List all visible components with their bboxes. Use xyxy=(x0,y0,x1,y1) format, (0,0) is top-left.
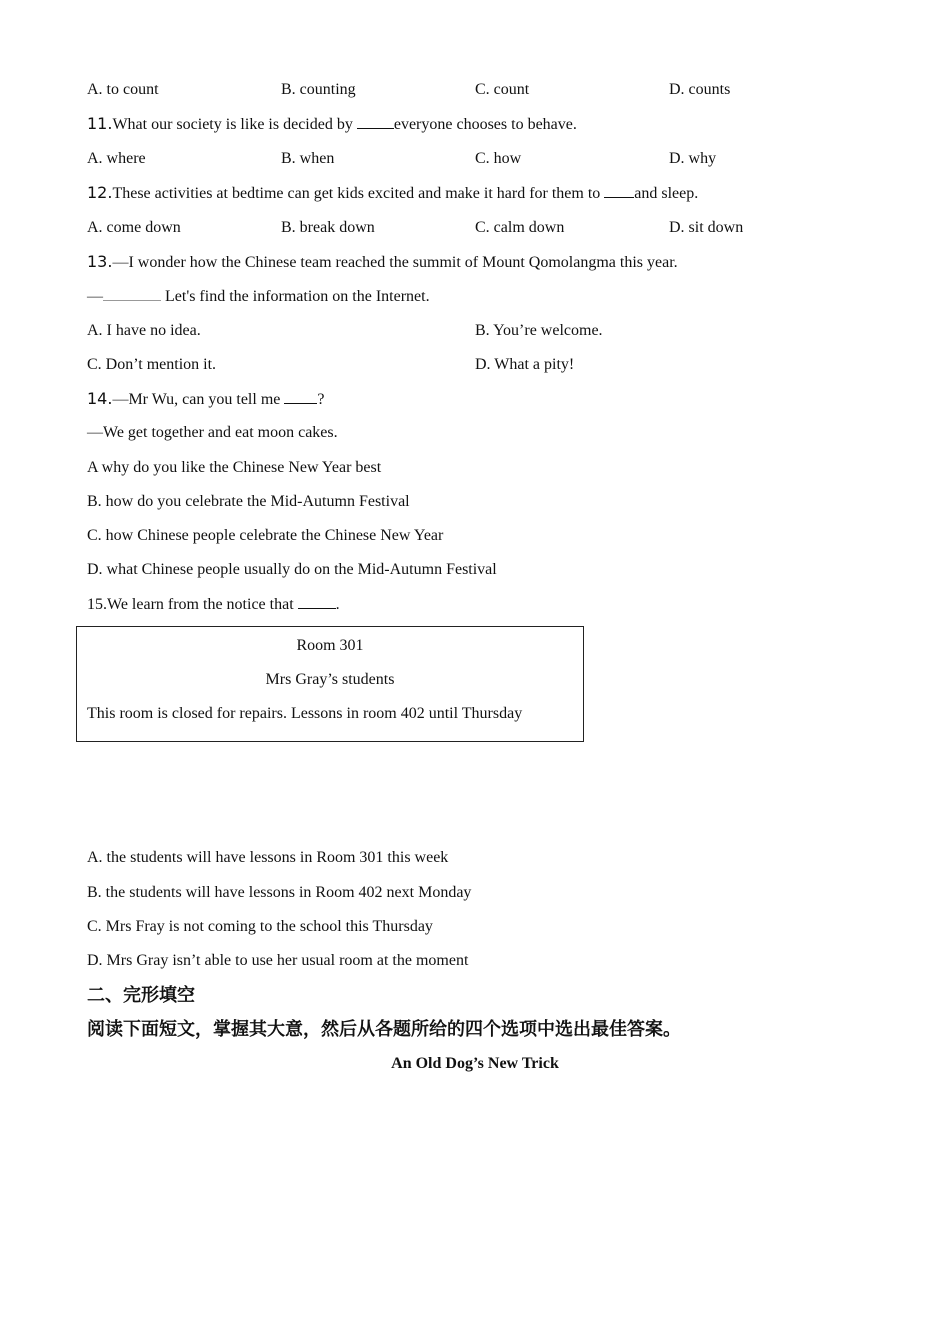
q12-number: 12. xyxy=(87,183,113,202)
q14-response xyxy=(87,422,338,444)
q15-option-a: A. the students will have lessons in Room 301 this week xyxy=(87,849,449,866)
q14-dash-1: — xyxy=(112,391,129,408)
q13-option-b: B. You’re welcome. xyxy=(475,322,603,339)
q15-option-b: B. the students will have lessons in Room 402 next Monday xyxy=(87,884,472,901)
q14-number: 14. xyxy=(87,389,113,408)
q14-option-a: A why do you like the Chinese New Year best xyxy=(87,459,382,476)
q13-option-d: D. What a pity! xyxy=(475,356,575,373)
section-instruction: 阅读下面短文，掌握其大意，然后从各题所给的四个选项中选出最佳答案。 xyxy=(87,1019,681,1040)
q13-response xyxy=(87,285,430,307)
q13-dash-2: — xyxy=(87,288,103,305)
q14-line1-after: ? xyxy=(317,391,325,408)
q15-text-after: . xyxy=(335,596,340,613)
q13-stem xyxy=(87,251,678,273)
q11-blank xyxy=(357,113,394,129)
q15-option-d: D. Mrs Gray isn’t able to use her usual room at the moment xyxy=(87,952,469,969)
q10-option-d: D. counts xyxy=(669,81,731,98)
q11-stem xyxy=(87,113,577,135)
q12-stem xyxy=(87,182,698,204)
q13-number: 13. xyxy=(87,252,113,271)
q14-blank xyxy=(284,388,317,404)
q15-text-before: 15.We learn from the notice that xyxy=(87,596,298,613)
q12-option-b: B. break down xyxy=(281,219,375,236)
q10-option-b: B. counting xyxy=(281,81,356,98)
q13-blank xyxy=(103,285,161,301)
q11-option-c: C. how xyxy=(475,150,522,167)
notice-room: Room 301 xyxy=(296,637,364,654)
q11-text-before: What our society is like is decided by xyxy=(112,116,357,133)
q11-number: 11. xyxy=(87,114,113,133)
q14-option-c: C. how Chinese people celebrate the Chinese New Year xyxy=(87,527,444,544)
notice-students: Mrs Gray’s students xyxy=(265,671,395,688)
q11-text-after: everyone chooses to behave. xyxy=(393,116,577,133)
notice-box xyxy=(76,626,584,742)
q12-option-c: C. calm down xyxy=(475,219,565,236)
q13-line2: Let's find the information on the Internet. xyxy=(161,288,430,305)
section-heading: 二、完形填空 xyxy=(87,985,195,1006)
q15-option-c: C. Mrs Fray is not coming to the school this Thursday xyxy=(87,918,433,935)
q13-option-c: C. Don’t mention it. xyxy=(87,356,217,373)
q11-option-b: B. when xyxy=(281,150,335,167)
q11-option-d: D. why xyxy=(669,150,717,167)
q12-text-before: These activities at bedtime can get kids excited and make it hard for them to xyxy=(112,185,605,202)
q10-option-c: C. count xyxy=(475,81,530,98)
q13-line1: I wonder how the Chinese team reached the summit of Mount Qomolangma this year. xyxy=(128,254,678,271)
q14-line1-before: Mr Wu, can you tell me xyxy=(128,391,285,408)
q12-option-a: A. come down xyxy=(87,219,181,236)
q15-blank xyxy=(298,593,336,609)
notice-message: This room is closed for repairs. Lessons in room 402 until Thursday xyxy=(87,705,523,722)
q13-option-a: A. I have no idea. xyxy=(87,322,201,339)
q14-option-b: B. how do you celebrate the Mid-Autumn Festival xyxy=(87,493,410,510)
q11-option-a: A. where xyxy=(87,150,146,167)
q14-dash-2: — xyxy=(87,424,103,441)
q10-option-a: A. to count xyxy=(87,81,159,98)
q14-line2: We get together and eat moon cakes. xyxy=(103,424,338,441)
q14-option-d: D. what Chinese people usually do on the Mid-Autumn Festival xyxy=(87,561,497,578)
q12-option-d: D. sit down xyxy=(669,219,744,236)
q13-dash-1: — xyxy=(112,254,129,271)
q14-stem xyxy=(87,388,324,410)
passage-title: An Old Dog’s New Trick xyxy=(391,1055,559,1072)
q15-stem xyxy=(87,593,340,615)
q12-blank xyxy=(604,182,634,198)
q12-text-after: and sleep. xyxy=(634,185,699,202)
